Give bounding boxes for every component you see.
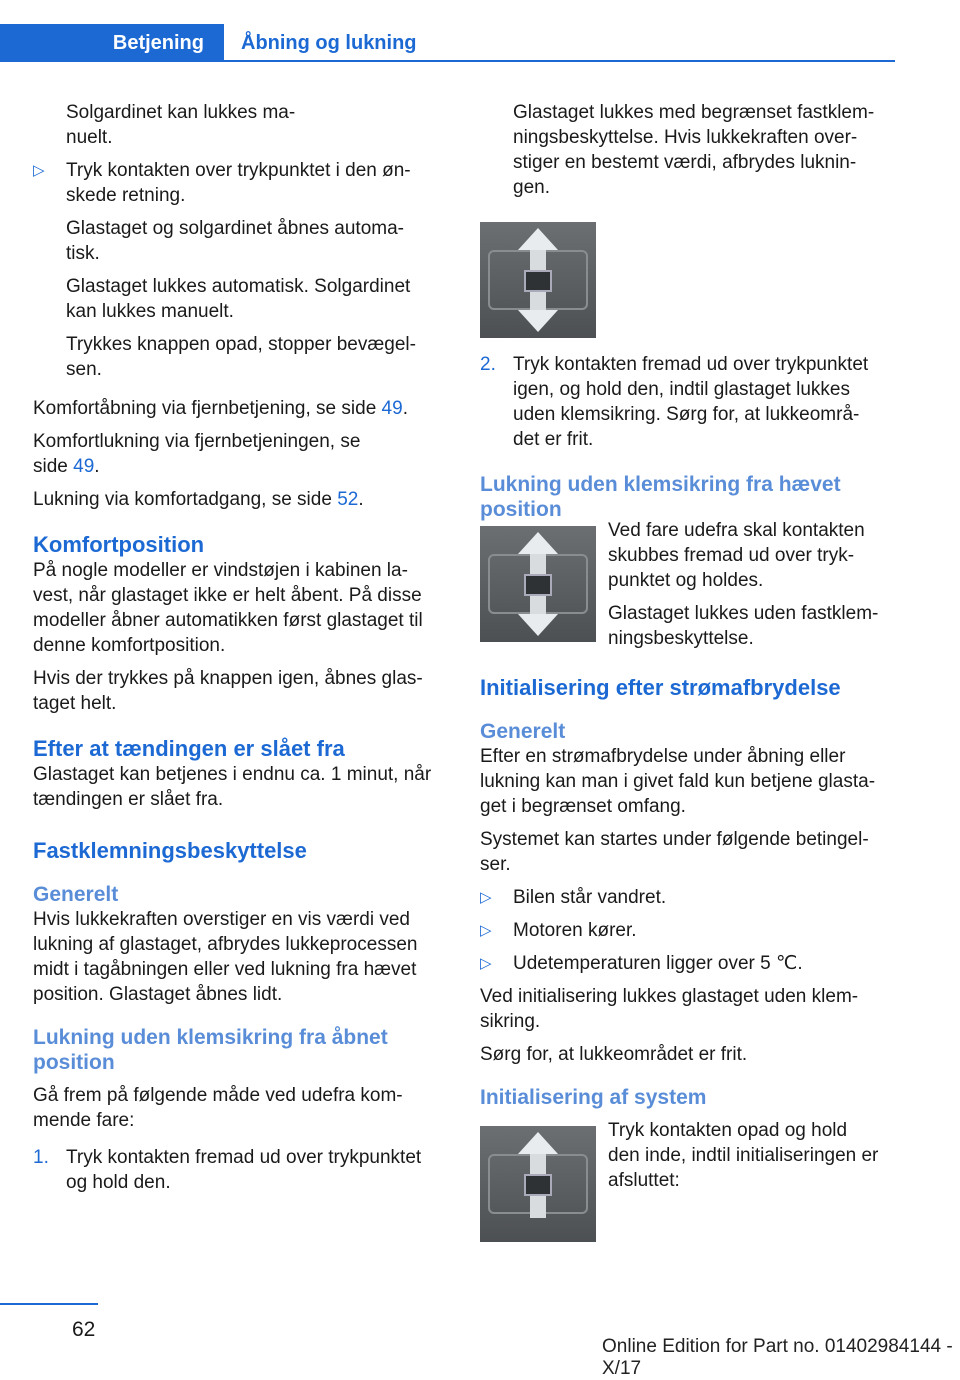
page-link[interactable]: 52 bbox=[337, 489, 359, 510]
page-header bbox=[0, 0, 960, 62]
step-number: 2. bbox=[480, 354, 496, 375]
list-item-text: Motoren kører. bbox=[513, 920, 637, 941]
subheading: Generelt bbox=[480, 720, 566, 743]
paragraph: Hvis lukkekraften overstiger en vis værdi ved lukning af glastaget, afbrydes lukkeprocessen midt i tagåbningen eller ved lukning fra hævet position. Glastaget åbnes lidt. bbox=[33, 909, 418, 1005]
paragraph: Glastaget lukkes uden fastklem- ningsbeskyttelse. bbox=[608, 603, 879, 649]
list-item-text: Bilen står vandret. bbox=[513, 887, 667, 908]
step-number: 1. bbox=[33, 1147, 49, 1168]
header-rule bbox=[0, 60, 895, 62]
right-column bbox=[480, 100, 900, 1242]
side-text bbox=[608, 518, 900, 651]
header-tab-section[interactable]: Betjening bbox=[0, 24, 224, 62]
triangle-bullet-icon: ▷ bbox=[33, 162, 45, 179]
paragraph bbox=[33, 487, 453, 512]
side-text bbox=[608, 1118, 900, 1242]
list-item-text: Udetemperaturen ligger over 5 ℃. bbox=[513, 953, 803, 974]
page-link[interactable]: 49 bbox=[381, 398, 403, 419]
text: . bbox=[94, 456, 100, 477]
triangle-bullet-icon: ▷ bbox=[480, 955, 492, 972]
switch-button-icon bbox=[524, 1174, 552, 1196]
list-item-text: Tryk kontakten fremad ud over trykpunktet og hold den. bbox=[66, 1147, 422, 1193]
page-number: 62 bbox=[72, 1318, 96, 1341]
paragraph: Gå frem på følgende måde ved udefra kom- mende fare: bbox=[33, 1085, 403, 1131]
illustrated-instruction bbox=[480, 512, 900, 651]
subheading: Initialisering af system bbox=[480, 1086, 707, 1109]
switch-illustration bbox=[480, 222, 596, 338]
list-item bbox=[33, 1145, 453, 1195]
arrow-up-icon bbox=[518, 228, 558, 250]
paragraph: Systemet kan startes under følgende betingel- ser. bbox=[480, 829, 869, 875]
arrow-up-icon bbox=[518, 532, 558, 554]
heading: Efter at tændingen er slået fra bbox=[33, 736, 345, 761]
paragraph: Efter en strømafbrydelse under åbning eller lukning kan man i givet fald kun betjene glasta- get i begrænset omfang. bbox=[480, 746, 876, 817]
paragraph bbox=[33, 396, 453, 421]
arrow-up-icon bbox=[518, 1132, 558, 1154]
paragraph: Glastaget og solgardinet åbnes automa- tisk. bbox=[66, 218, 404, 264]
left-column bbox=[33, 100, 453, 1195]
text: . bbox=[358, 489, 364, 510]
switch-illustration bbox=[480, 1126, 596, 1242]
footer-rule bbox=[0, 1303, 98, 1305]
paragraph: Solgardinet kan lukkes ma- nuelt. bbox=[66, 102, 296, 148]
paragraph bbox=[33, 429, 453, 479]
edition-note: Online Edition for Part no. 01402984144 - X/17 bbox=[602, 1336, 953, 1379]
list-item bbox=[480, 918, 900, 943]
paragraph: Glastaget lukkes automatisk. Solgardinet kan lukkes manuelt. bbox=[66, 276, 411, 322]
list-item-text: Tryk kontakten fremad ud over trykpunktet igen, og hold den, indtil glastaget lukkes uden klemsikring. Sørg for, at lukkeområ- det er frit. bbox=[513, 354, 869, 450]
triangle-bullet-icon: ▷ bbox=[480, 922, 492, 939]
list-item bbox=[480, 885, 900, 910]
arrow-down-icon bbox=[518, 310, 558, 332]
list-item bbox=[480, 951, 900, 976]
heading: Fastklemningsbeskyttelse bbox=[33, 838, 307, 863]
paragraph: Ved fare udefra skal kontakten skubbes fremad ud over tryk- punktet og holdes. bbox=[608, 520, 865, 591]
list-item bbox=[33, 158, 453, 208]
list-item bbox=[480, 352, 900, 452]
heading: Komfortposition bbox=[33, 532, 205, 557]
subheading: Lukning uden klemsikring fra hævet position bbox=[480, 473, 841, 521]
switch-button-icon bbox=[524, 574, 552, 596]
triangle-bullet-icon: ▷ bbox=[480, 889, 492, 906]
paragraph: Hvis der trykkes på knappen igen, åbnes glas- taget helt. bbox=[33, 668, 423, 714]
header-tab-chapter[interactable]: Åbning og lukning bbox=[241, 31, 417, 54]
text: . bbox=[402, 398, 408, 419]
switch-button-icon bbox=[524, 270, 552, 292]
paragraph: Tryk kontakten opad og hold den inde, indtil initialiseringen er afsluttet: bbox=[608, 1120, 879, 1191]
subheading: Lukning uden klemsikring fra åbnet position bbox=[33, 1026, 388, 1074]
paragraph: Ved initialisering lukkes glastaget uden klem- sikring. bbox=[480, 986, 859, 1032]
paragraph: Glastaget kan betjenes i endnu ca. 1 minut, når tændingen er slået fra. bbox=[33, 764, 432, 810]
paragraph: På nogle modeller er vindstøjen i kabinen la- vest, når glastaget ikke er helt åbent. På disse modeller åbner automatikken først glastaget til denne komfortposition. bbox=[33, 560, 423, 656]
illustrated-instruction bbox=[480, 1110, 900, 1242]
paragraph: Sørg for, at lukkeområdet er frit. bbox=[480, 1044, 748, 1065]
paragraph: Glastaget lukkes med begrænset fastklem- ningsbeskyttelse. Hvis lukkekraften over- stiger en bestemt værdi, afbrydes luknin- gen. bbox=[513, 102, 875, 198]
arrow-down-icon bbox=[518, 614, 558, 636]
text: Lukning via komfortadgang, se side bbox=[33, 489, 338, 510]
text: Komfortåbning via fjernbetjening, se side bbox=[33, 398, 382, 419]
list-item-text: Tryk kontakten over trykpunktet i den øn- skede retning. bbox=[66, 160, 411, 206]
subheading: Generelt bbox=[33, 883, 119, 906]
text: Komfortlukning via fjernbetjeningen, se side bbox=[33, 431, 361, 477]
switch-illustration bbox=[480, 526, 596, 642]
heading: Initialisering efter strømafbrydelse bbox=[480, 675, 841, 700]
page-link[interactable]: 49 bbox=[73, 456, 95, 477]
paragraph: Trykkes knappen opad, stopper bevægel- sen. bbox=[66, 334, 416, 380]
